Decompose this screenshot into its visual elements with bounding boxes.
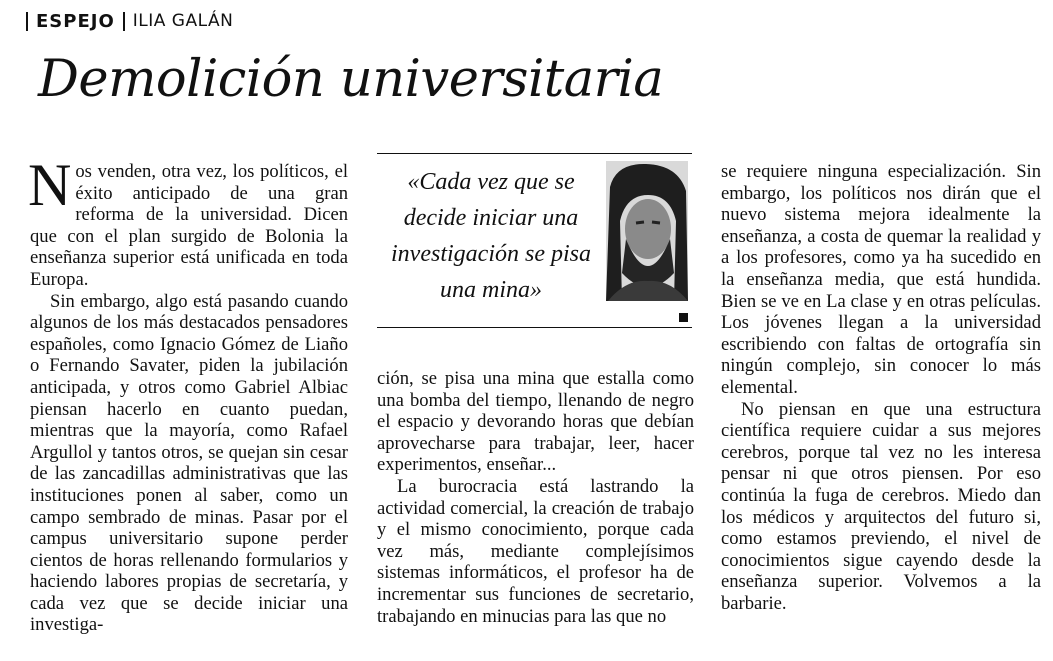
article-headline: Demolición universitaria [38, 50, 664, 109]
paragraph: ción, se pisa una mina que estalla como una bomba del tiempo, llenando de negro el espacio y devorando horas que debían aprovecharse para trabajar, leer, hacer experimentos, enseñar... [377, 368, 694, 476]
article-column-3 [721, 161, 1041, 614]
article-column-1 [28, 152, 348, 636]
pull-quote-box [377, 153, 692, 328]
section-name: ESPEJO [36, 10, 115, 32]
column-header [26, 10, 233, 32]
author-name: ILIA GALÁN [132, 11, 234, 31]
paragraph: No piensan en que una estructura científica requiere cuidar a sus mejores cerebros, porque tal vez no les interesa pensar ni que otros piensen. Por eso continúa la fuga de cerebros. Miedo dan los médicos y arquitectos del futuro si, como estamos previendo, el nivel de conocimientos sigue cayendo desde la enseñanza superior. Volvemos a la barbarie. [721, 398, 1041, 614]
header-divider [123, 12, 125, 31]
dropcap: N [28, 152, 72, 218]
author-portrait [606, 161, 688, 301]
paragraph: se requiere ninguna especialización. Sin embargo, los políticos nos dirán que el nuevo sistema mejora idealmente la enseñanza, a costa de quemar la realidad y a los profesores, como ya ha sucedido en la enseñanza media, que está hundida. Bien se ve en La clase y en otras películas. Los jóvenes llegan a la universidad escribiendo con faltas de ortografía sin ningún complejo, sin conocer lo más elemental. [721, 161, 1041, 398]
paragraph: La burocracia está lastrando la actividad comercial, la creación de trabajo y el mismo conocimiento, porque cada vez más, mediante complejísimos sistemas informáticos, el profesor ha de incrementar sus funciones de secretario, trabajando en minucias para las que no [377, 475, 694, 627]
header-divider [26, 12, 28, 31]
paragraph: os venden, otra vez, los políticos, el éxito anticipado de una gran reforma de la universidad. Dicen que con el plan surgido de Bolonia la enseñanza superior está unificada en toda Europa. [30, 161, 348, 290]
article-column-2 [377, 368, 694, 627]
pull-quote: «Cada vez que se decide iniciar una investigación se pisa una mina» [391, 169, 591, 303]
paragraph: Sin embargo, algo está pasando cuando algunos de los más destacados pensadores españoles, como Ignacio Gómez de Liaño o Fernando Savater, piden la jubilación anticipada, y otros como Gabriel Albiac piensan hacerlo en cuanto puedan, mientras que la mayoría, como Rafael Argullol y tantos otros, se quejan sin cesar de las zancadillas administrativas que las instituciones ponen al saber, como un campo sembrado de minas. Pasar por el campus universitario supone perder cientos de horas rellenando formularios y haciendo labores propias de secretaría, y cada vez que se decide iniciar una investiga- [30, 290, 348, 636]
end-mark [679, 313, 688, 322]
